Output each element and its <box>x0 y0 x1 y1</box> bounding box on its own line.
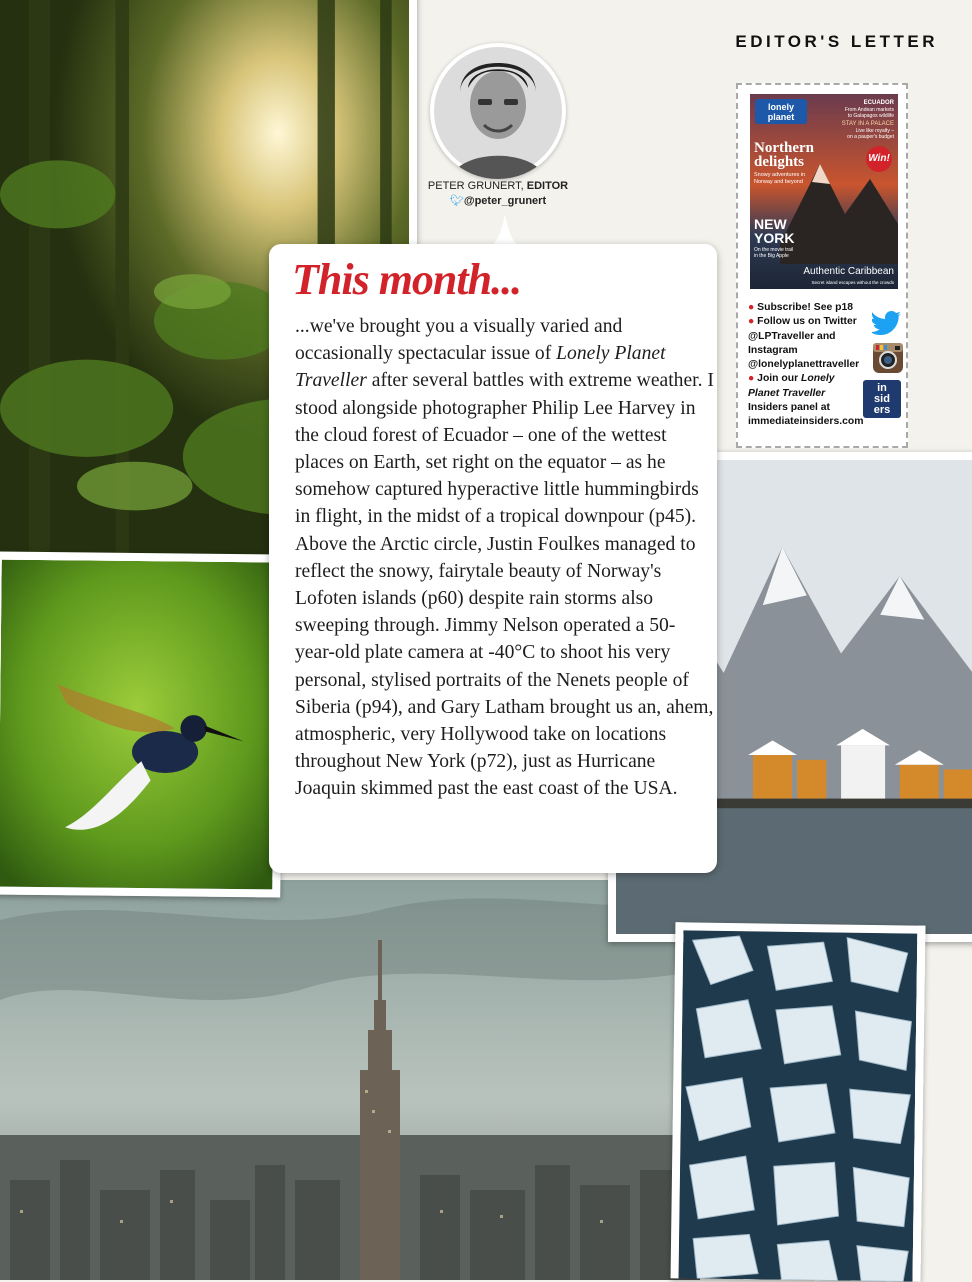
bullet-icon: ● <box>748 373 755 385</box>
cover-win-badge: Win! <box>866 146 892 172</box>
bullet-icon: ● <box>748 302 755 313</box>
letter-body <box>295 313 715 803</box>
cover-ny-sub-1: On the movie trail <box>754 247 794 253</box>
cover-sub-1: Snowy adventures in <box>754 172 806 178</box>
cover-side-stay: STAY IN A PALACE <box>841 121 894 127</box>
cover-side-title: ECUADOR <box>863 100 894 106</box>
editor-role: EDITOR <box>526 180 569 192</box>
editor-twitter-handle[interactable]: @peter_grunert <box>463 195 547 207</box>
photo-new-york-skyline <box>0 880 700 1280</box>
photo-hummingbird <box>0 551 284 897</box>
cover-side-line3: Live like royalty – <box>855 128 894 134</box>
photo-ice-floes <box>671 922 926 1281</box>
editor-portrait <box>430 43 566 179</box>
letter-magazine-title: Lonely Planet Traveller <box>295 343 666 392</box>
magazine-cover[interactable] <box>750 94 898 296</box>
editor-byline <box>400 179 596 194</box>
section-header: EDITOR'S LETTER <box>735 32 938 51</box>
cover-caribbean: Authentic Caribbean <box>803 266 894 277</box>
cover-ny-sub-2: in the Big Apple <box>754 253 789 259</box>
letter-heading: This month... <box>292 255 522 304</box>
cover-side-line4: on a pauper's budget <box>847 134 894 140</box>
editor-name: PETER GRUNERT, <box>427 180 524 192</box>
twitter-bird-icon: 🐦︎ <box>449 195 464 207</box>
instagram-icon[interactable] <box>873 343 903 373</box>
letter-body-rest: after several battles with extreme weather. I stood alongside photographer Philip Lee Harvey in the cloud forest of Ecuador – one of the wettest places on Earth, set right on the equator – as he somehow captured hyperactive little hummingbirds in flight, in the midst of a tropical downpour (p45). Above the Arctic circle, Justin Foulkes managed to reflect the snowy, fairytale beauty of Norway's Lofoten islands (p60) despite rain storms also sweeping through. Jimmy Nelson operated a 50-year-old plate camera at -40°C to shoot his very personal, stylised portraits of the Nenets people of Siberia (p94), and Gary Latham brought us an, ahem, atmospheric, very Hollywood take on locations throughout New York (p72), just as Hurricane Joaquin skimmed past the east coast of the USA. <box>295 370 714 800</box>
letter-body-intro: ...we've brought you a visually varied and occasionally spectacular issue of <box>295 316 623 365</box>
bullet-icon: ● <box>748 316 755 328</box>
cover-ny-1: NEW <box>754 216 787 232</box>
insiders-item[interactable]: ● Join our Lonely Planet Traveller Insiders panel at immediateinsiders.com <box>748 373 864 428</box>
cover-side-line1: From Andean markets <box>844 107 894 113</box>
cover-side-line2: to Galapagos wildlife <box>847 113 894 119</box>
insiders-logo[interactable]: in sid ers <box>863 380 901 418</box>
editor-credit <box>400 179 596 209</box>
follow-item[interactable]: ● Follow us on Twitter @LPTraveller and Instagram @lonelyplanettraveller <box>748 316 860 371</box>
editor-twitter[interactable] <box>400 194 596 209</box>
cover-ny-2: YORK <box>754 230 795 246</box>
twitter-icon[interactable] <box>872 311 902 337</box>
cover-headline-2: delights <box>754 154 805 170</box>
subscribe-item[interactable]: ● Subscribe! See p18 <box>748 302 854 313</box>
cover-headline-1: Northern <box>754 140 814 156</box>
subscribe-panel <box>736 83 908 448</box>
cover-sub-2: Norway and beyond <box>754 179 803 185</box>
cover-caribbean-sub: Secret island escapes without the crowds <box>811 280 894 285</box>
lonely-planet-logo: lonely planet <box>755 99 807 124</box>
